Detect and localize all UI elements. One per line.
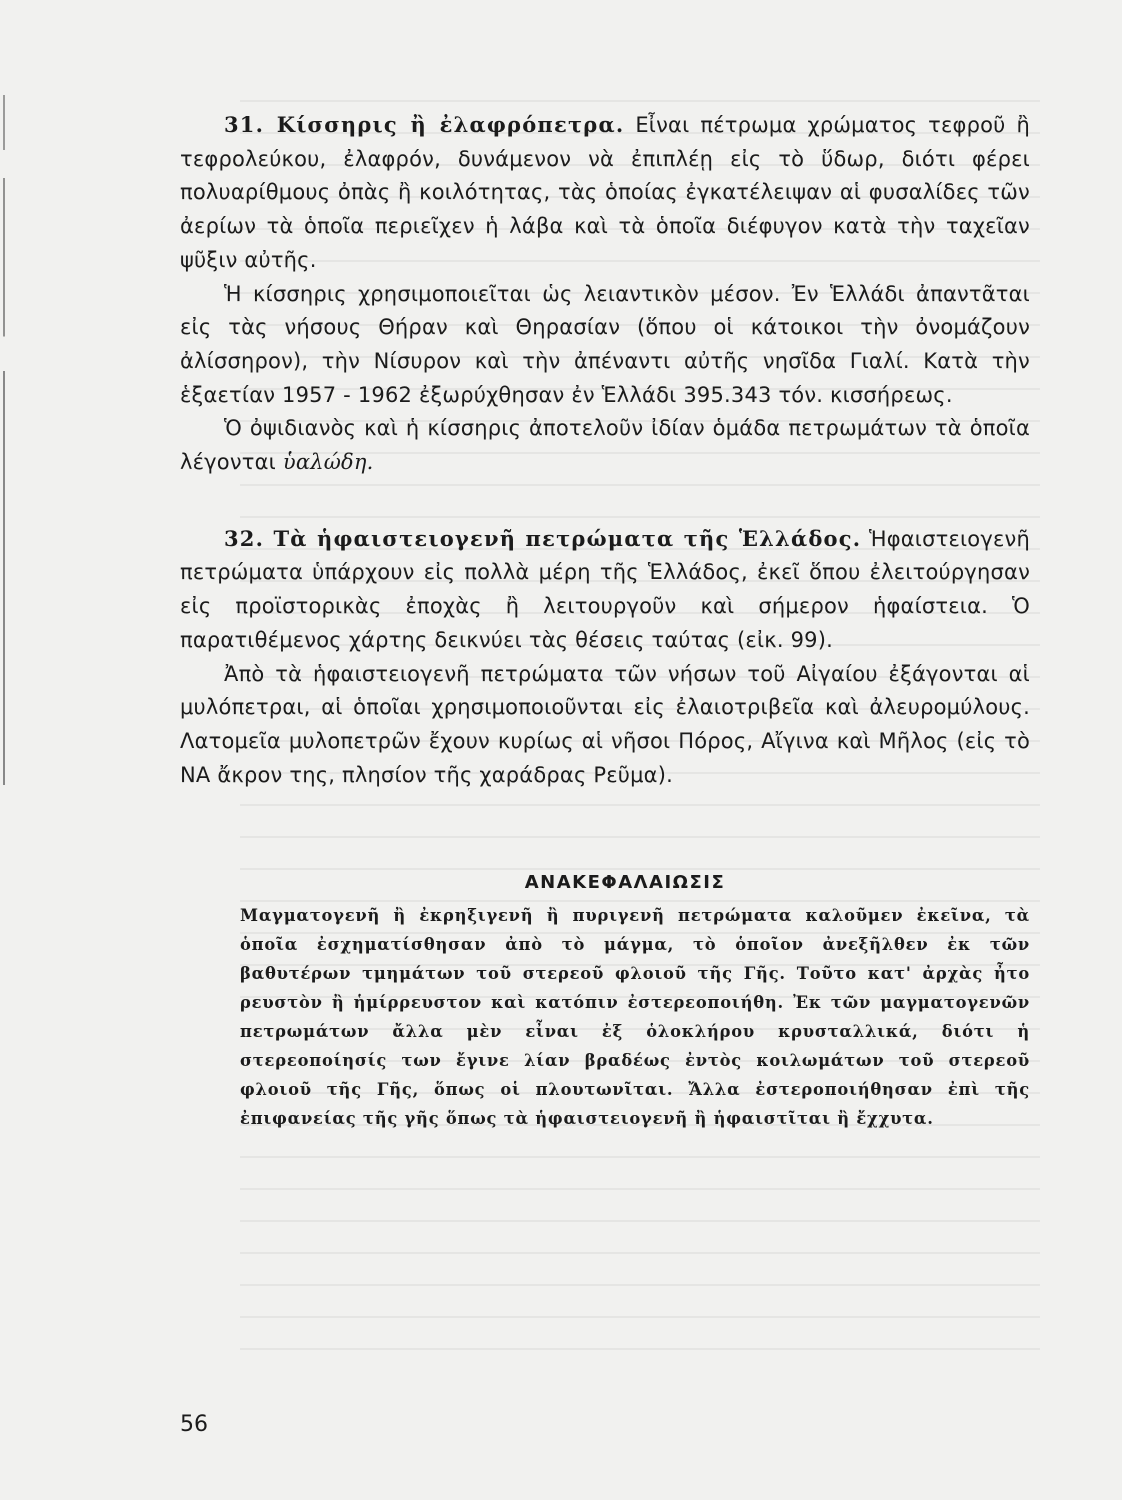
summary-title: ΑΝΑΚΕΦΑΛΑΙΩΣΙΣ xyxy=(524,872,726,894)
section-31-paragraph-2: Ἡ κίσσηρις χρησιμοποιεῖται ὡς λειαντικὸν μέσον. Ἐν Ἑλλάδι ἀπαντᾶται εἰς τὰς νήσους Θήραν καὶ Θηρασίαν (ὅπου οἱ κάτοικοι τὴν ὀνομάζουν ἀλίσσηρον), τὴν Νίσυρον καὶ τὴν ἀπέναντι αὐτῆς νησῖδα Γιαλί. Κατὰ τὴν ἑξαετίαν 1957 - 1962 ἐξωρύχθησαν ἐν Ἑλλάδι 395.343 τόν. κισσήρεως. xyxy=(180,281,1030,407)
section-31-heading: 31. Κίσσηρις ἢ ἐλαφρόπετρα. xyxy=(224,112,625,137)
section-31-text-1: Εἶναι πέτρωμα χρώματος τεφροῦ ἢ τεφρολεύκου, ἐλαφρόν, δυνάμενον νὰ ἐπιπλέῃ εἰς τὸ ὕδωρ, διότι φέρει πολυαρίθμους ὀπὰς ἢ κοιλότητας, τὰς ὁποίας ἐγκατέλειψαν αἱ φυσαλίδες τῶν ἀερίων τὰ ὁποῖα περιεῖχεν ἡ λάβα καὶ τὰ ὁποῖα διέφυγον κατὰ τὴν ταχεῖαν ψῦξιν αὐτῆς. xyxy=(180,113,1030,272)
section-gap xyxy=(180,480,1030,522)
page-number: 56 xyxy=(180,1412,208,1437)
section-32-paragraph-2: Ἀπὸ τὰ ἡφαιστειογενῆ πετρώματα τῶν νήσων τοῦ Αἰγαίου ἐξάγονται αἱ μυλόπετραι, αἱ ὁποῖαι χρησιμοποιοῦνται εἰς ἐλαιοτριβεῖα καὶ ἀλευρομύλους. Λατομεῖα μυλοπετρῶν ἔχουν κυρίως αἱ νῆσοι Πόρος, Αἴγινα καὶ Μῆλος (εἰς τὸ ΝΑ ἄκρον της, πλησίον τῆς χαράδρας Ρεῦμα). xyxy=(180,661,1030,787)
section-32-paragraph-1 xyxy=(180,522,1030,658)
section-31-paragraph-1 xyxy=(180,108,1030,278)
page-edge-shadow xyxy=(3,95,5,785)
page-body xyxy=(180,108,1030,1133)
section-31-paragraph-3 xyxy=(180,412,1030,479)
section-31-text-3: Ὁ ὀψιδιανὸς καὶ ἡ κίσσηρις ἀποτελοῦν ἰδίαν ὁμάδα πετρωμάτων τὰ ὁποῖα λέγονται xyxy=(180,416,1030,475)
term-hyalode: ὑαλώδη. xyxy=(282,450,374,475)
section-32-heading: 32. Τὰ ἡφαιστειογενῆ πετρώματα τῆς Ἑλλάδος. xyxy=(224,525,862,551)
section-32-text-1: Ἡφαιστειογενῆ πετρώματα ὑπάρχουν εἰς πολλὰ μέρη τῆς Ἑλλάδος, ἐκεῖ ὅπου ἐλειτούργησαν εἰς προϊστορικὰς ἐποχὰς ἢ λειτουργοῦν καὶ σήμερον ἡφαίστεια. Ὁ παρατιθέμενος χάρτης δεικνύει τὰς θέσεις ταύτας (εἰκ. 99). xyxy=(180,526,1030,652)
summary-text: Μαγματογενῆ ἢ ἐκρηξιγενῆ ἢ πυριγενῆ πετρώματα καλοῦμεν ἐκεῖνα, τὰ ὁποῖα ἐσχηματίσθησαν ἀπὸ τὸ μάγμα, τὸ ὁποῖον ἀνεξῆλθεν ἐκ τῶν βαθυτέρων τμημάτων τοῦ στερεοῦ φλοιοῦ τῆς Γῆς. Τοῦτο κατ' ἀρχὰς ἦτο ρευστὸν ἢ ἡμίρρευστον καὶ κατόπιν ἐστερεοποιήθη. Ἐκ τῶν μαγματογενῶν πετρωμάτων ἄλλα μὲν εἶναι ἐξ ὁλοκλήρου κρυσταλλικά, διότι ἡ στερεοποίησίς των ἔγινε λίαν βραδέως ἐντὸς κοιλωμάτων τοῦ στερεοῦ φλοιοῦ τῆς Γῆς, ὅπως οἱ πλουτωνῖται. Ἄλλα ἐστεροποιήθησαν ἐπὶ τῆς ἐπιφανείας τῆς γῆς ὅπως τὰ ἡφαιστειογενῆ ἢ ἡφαιστῖται ἢ ἔχχυτα. xyxy=(240,906,1030,1129)
